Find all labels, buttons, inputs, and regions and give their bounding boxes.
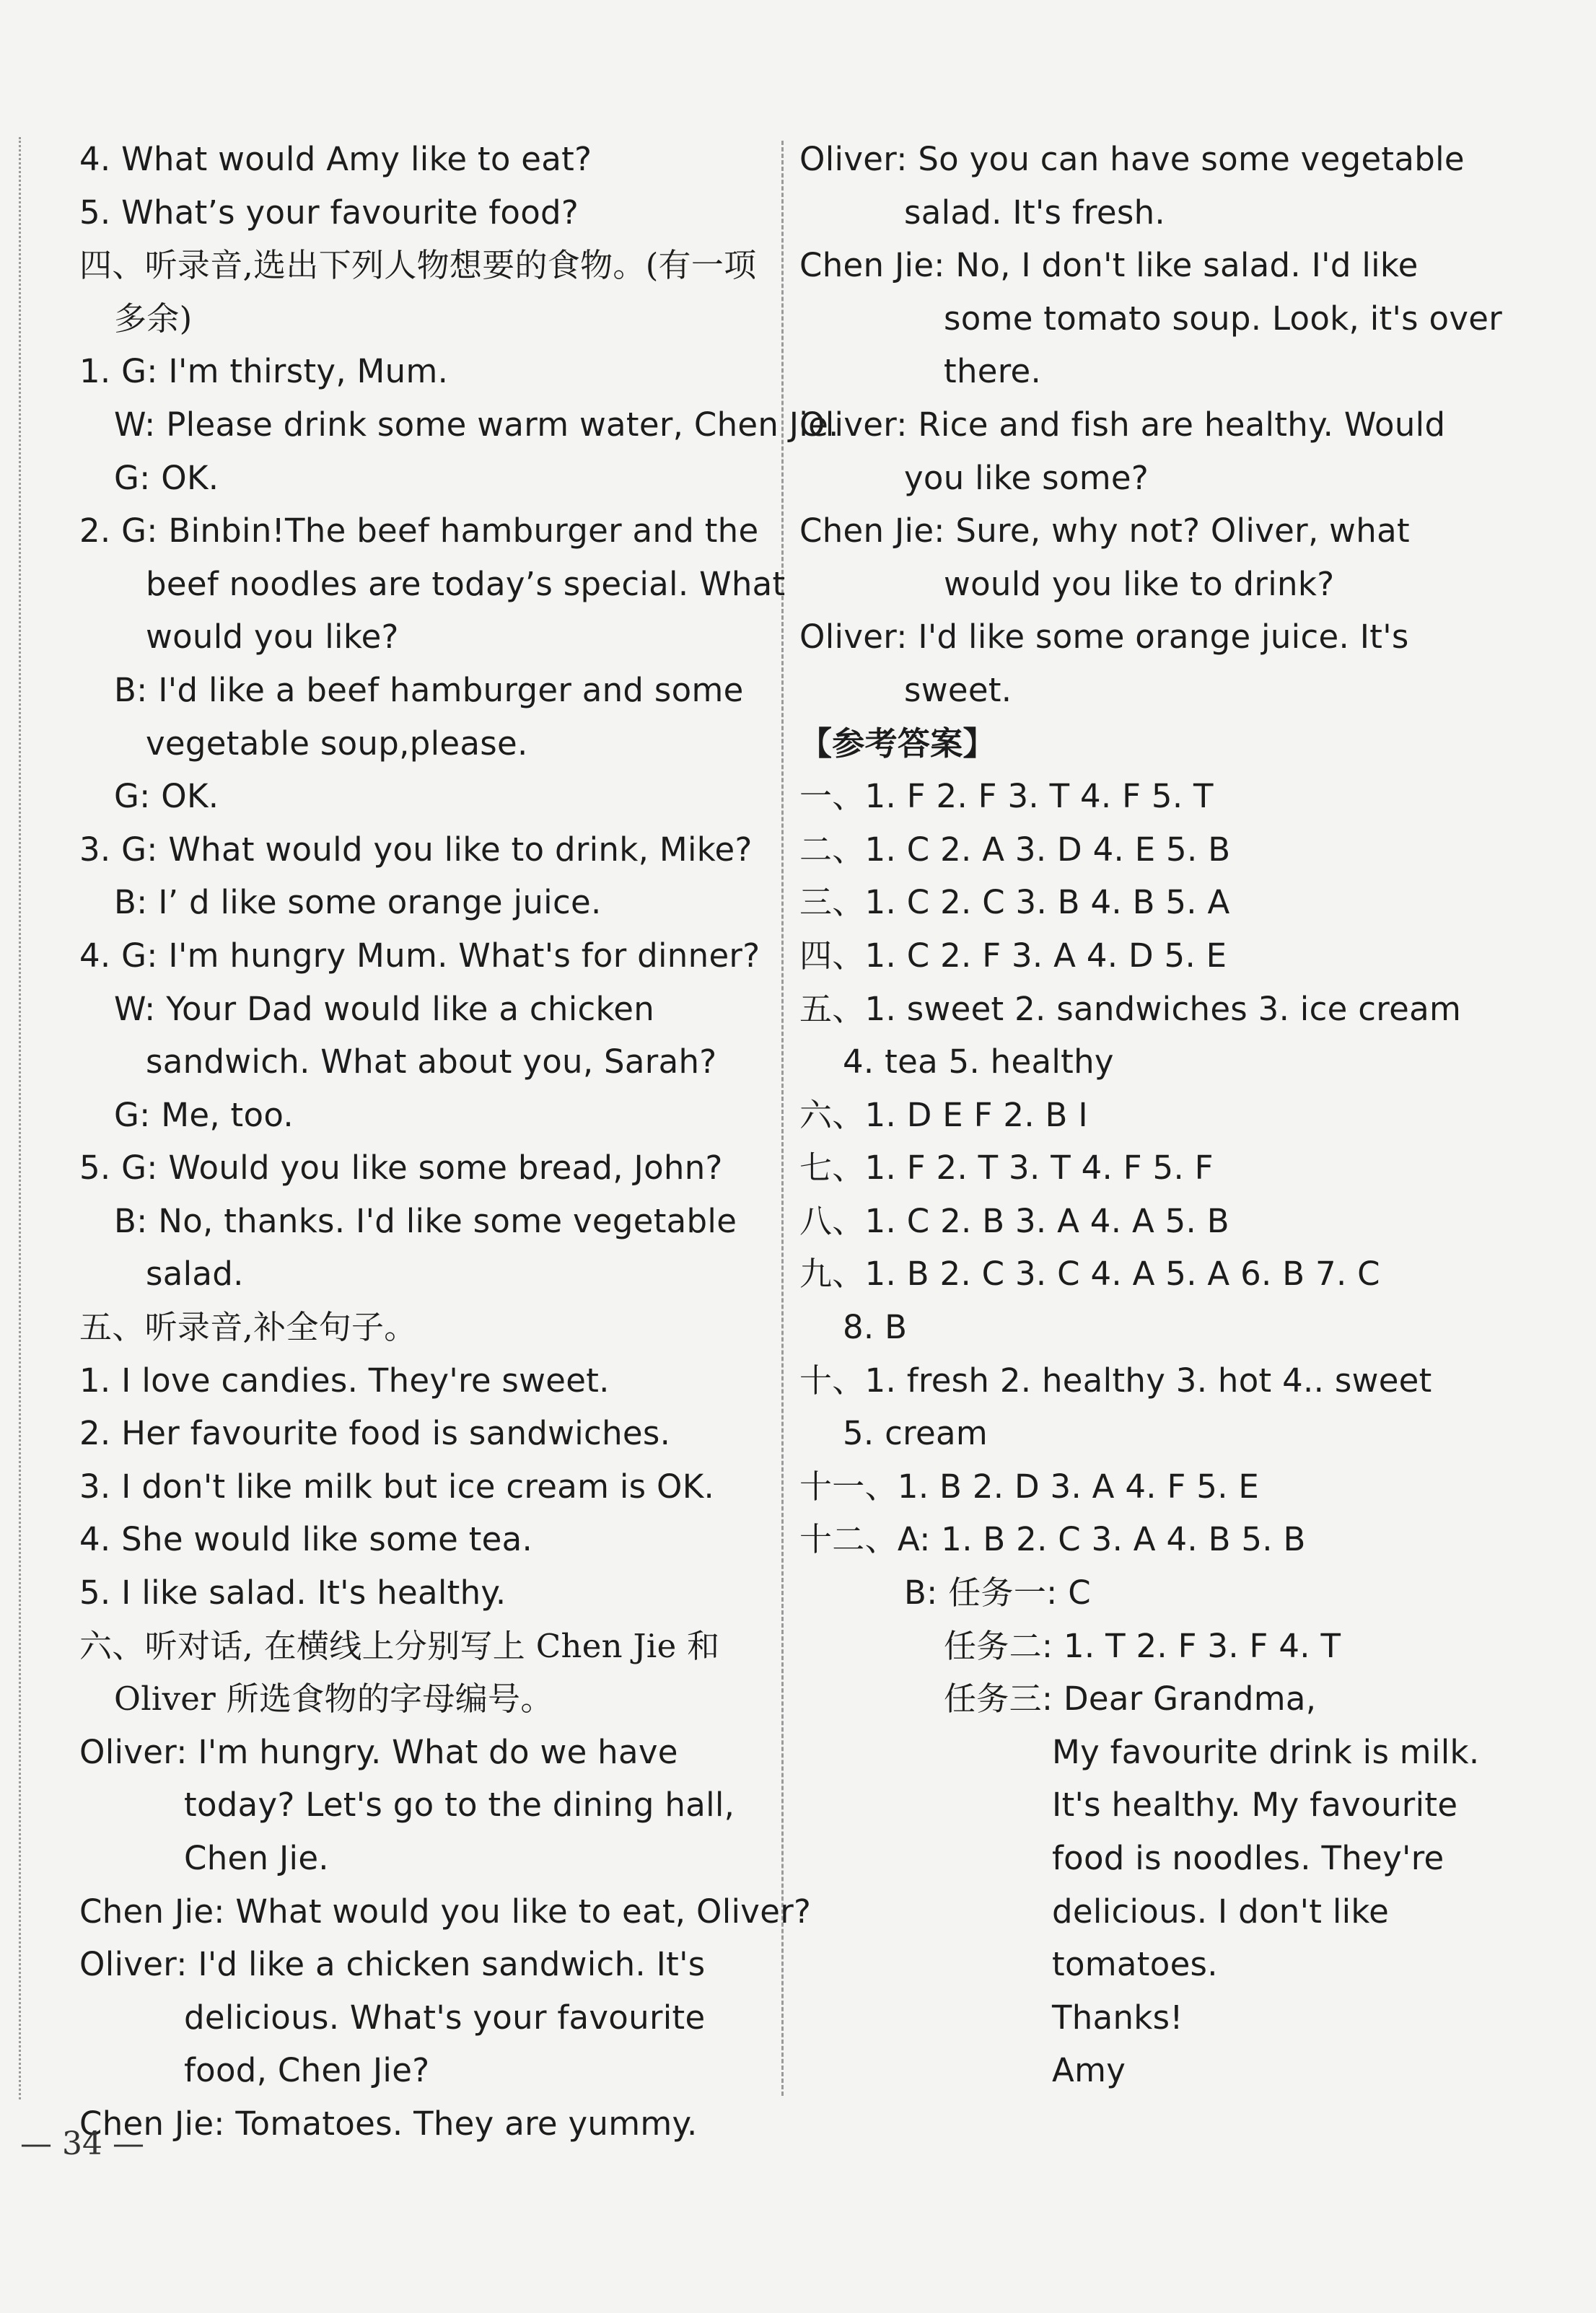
letter-line: tomatoes. (1052, 1945, 1218, 1984)
answer-line: B: 任务一: C (904, 1574, 1091, 1612)
dialog-line: beef noodles are today’s special. What (146, 564, 786, 603)
section-heading-cont: Oliver 所选食物的字母编号。 (114, 1680, 553, 1719)
dialog-line: 1. G: I'm thirsty, Mum. (79, 352, 449, 391)
dialog-line: W: Please drink some warm water, Chen Jie. (114, 405, 839, 444)
dialog-line: would you like to drink? (944, 564, 1335, 603)
sentence-line: 4. She would like some tea. (79, 1520, 533, 1559)
section-heading: 四、听录音,选出下列人物想要的食物。(有一项 (79, 246, 757, 285)
letter-line: Thanks! (1052, 1998, 1183, 2037)
sentence-line: 3. I don't like milk but ice cream is OK. (79, 1467, 715, 1506)
dialog-line: Chen Jie. (184, 1839, 329, 1877)
sentence-line: 1. I love candies. They're sweet. (79, 1361, 610, 1400)
dialog-line: G: OK. (114, 777, 219, 816)
section-heading: 六、听对话, 在横线上分别写上 Chen Jie 和 (79, 1626, 720, 1665)
dialog-line: sweet. (904, 670, 1012, 709)
dialog-line: there. (944, 352, 1042, 391)
answer-line: 九、1. B 2. C 3. C 4. A 5. A 6. B 7. C (799, 1255, 1380, 1294)
letter-line: Amy (1052, 2051, 1126, 2090)
dialog-line: 3. G: What would you like to drink, Mike? (79, 830, 753, 869)
dialog-line: B: I’ d like some orange juice. (114, 883, 602, 922)
answer-key-heading: 【参考答案】 (799, 724, 996, 763)
letter-line: My favourite drink is milk. (1052, 1732, 1480, 1771)
answer-line: 十一、1. B 2. D 3. A 4. F 5. E (799, 1467, 1260, 1506)
section-heading-cont: 多余) (114, 299, 193, 338)
dialog-line: delicious. What's your favourite (184, 1998, 706, 2037)
answer-line: 五、1. sweet 2. sandwiches 3. ice cream (799, 989, 1462, 1028)
page-number: — 34 — (20, 2125, 144, 2162)
answer-line: 任务三: Dear Grandma, (944, 1680, 1317, 1719)
dialog-line: Oliver: I'd like a chicken sandwich. It's (79, 1945, 706, 1984)
dialog-line: would you like? (146, 618, 399, 657)
answer-line: 十、1. fresh 2. healthy 3. hot 4.. sweet (799, 1361, 1432, 1400)
dialog-line: vegetable soup,please. (146, 724, 528, 763)
letter-line: food is noodles. They're (1052, 1839, 1444, 1877)
dialog-line: G: OK. (114, 458, 219, 497)
letter-line: delicious. I don't like (1052, 1892, 1390, 1931)
dialog-line: Oliver: I'd like some orange juice. It's (799, 618, 1409, 657)
answer-line: 六、1. D E F 2. B I (799, 1095, 1088, 1134)
dialog-line: salad. It's fresh. (904, 193, 1166, 232)
answer-line: 一、1. F 2. F 3. T 4. F 5. T (799, 777, 1214, 816)
right-column (799, 133, 1521, 2097)
answer-line: 十二、A: 1. B 2. C 3. A 4. B 5. B (799, 1520, 1306, 1559)
dialog-line: Chen Jie: Tomatoes. They are yummy. (79, 2104, 698, 2143)
answer-line: 4. tea 5. healthy (843, 1043, 1114, 1081)
dialog-line: 5. G: Would you like some bread, John? (79, 1149, 723, 1188)
section-heading: 五、听录音,补全句子。 (79, 1308, 417, 1347)
margin-dotted-rule (19, 137, 21, 2099)
dialog-line: 4. G: I'm hungry Mum. What's for dinner? (79, 936, 760, 975)
sentence-line: 2. Her favourite food is sandwiches. (79, 1414, 671, 1453)
dialog-line: B: No, thanks. I'd like some vegetable (114, 1201, 737, 1240)
dialog-line: salad. (146, 1255, 244, 1294)
dialog-line: Chen Jie: Sure, why not? Oliver, what (799, 512, 1410, 550)
left-column (79, 133, 839, 2151)
answer-line: 任务二: 1. T 2. F 3. F 4. T (944, 1626, 1341, 1665)
dialog-line: Oliver: I'm hungry. What do we have (79, 1732, 678, 1771)
dialog-line: some tomato soup. Look, it's over (944, 299, 1503, 338)
dialog-line: you like some? (904, 458, 1149, 497)
dialog-line: sandwich. What about you, Sarah? (146, 1043, 717, 1081)
dialog-line: 2. G: Binbin!The beef hamburger and the (79, 512, 759, 550)
answer-line: 八、1. C 2. B 3. A 4. A 5. B (799, 1201, 1229, 1240)
dialog-line: Chen Jie: No, I don't like salad. I'd like (799, 246, 1419, 285)
question-line: 5. What’s your favourite food? (79, 193, 579, 232)
answer-line: 四、1. C 2. F 3. A 4. D 5. E (799, 936, 1227, 975)
dialog-line: Oliver: Rice and fish are healthy. Would (799, 405, 1446, 444)
dialog-line: food, Chen Jie? (184, 2051, 430, 2090)
sentence-line: 5. I like salad. It's healthy. (79, 1574, 507, 1612)
answer-line: 5. cream (843, 1414, 988, 1453)
answer-line: 三、1. C 2. C 3. B 4. B 5. A (799, 883, 1230, 922)
dialog-line: B: I'd like a beef hamburger and some (114, 670, 744, 709)
answer-line: 8. B (843, 1308, 908, 1347)
dialog-line: G: Me, too. (114, 1095, 294, 1134)
dialog-line: Oliver: So you can have some vegetable (799, 140, 1465, 178)
dialog-line: Chen Jie: What would you like to eat, Oliver? (79, 1892, 812, 1931)
question-line: 4. What would Amy like to eat? (79, 140, 592, 178)
dialog-line: W: Your Dad would like a chicken (114, 989, 655, 1028)
letter-line: It's healthy. My favourite (1052, 1786, 1458, 1825)
dialog-line: today? Let's go to the dining hall, (184, 1786, 735, 1825)
answer-line: 七、1. F 2. T 3. T 4. F 5. F (799, 1149, 1214, 1188)
answer-line: 二、1. C 2. A 3. D 4. E 5. B (799, 830, 1231, 869)
